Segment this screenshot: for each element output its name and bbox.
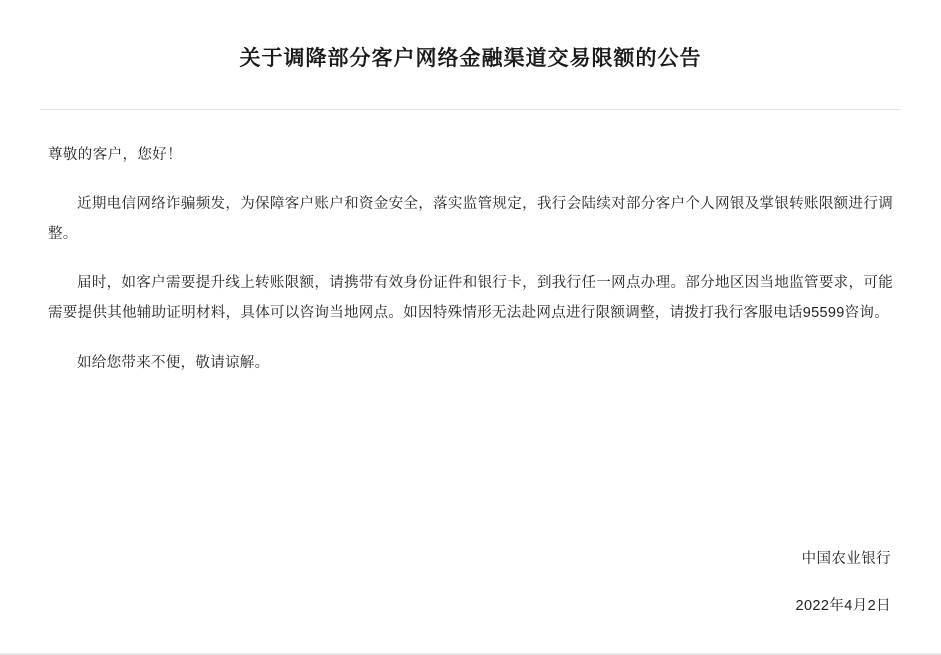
title-divider (40, 109, 901, 110)
body-paragraph-3: 如给您带来不便，敬请谅解。 (77, 354, 270, 371)
signature-block (796, 546, 892, 621)
signature-date: 2022年4月2日 (795, 598, 891, 615)
signature-organization: 中国农业银行 (801, 550, 891, 567)
body-paragraph-2: 届时，如客户需要提升线上转账限额，请携带有效身份证件和银行卡，到我行任一网点办理。部分地区因当地监管要求，可能需要提供其他辅助证明材料，具体可以咨询当地网点。如因特殊情形无法赴网点进行限额调整，请拨打我行客服电话95599咨询。 (48, 275, 893, 322)
salutation-text: 尊敬的客户，您好！ (48, 147, 183, 164)
page-title: 关于调降部分客户网络金融渠道交易限额的公告 (239, 47, 702, 70)
body-paragraph-1: 近期电信网络诈骗频发，为保障客户账户和资金安全，落实监管规定，我行会陆续对部分客户个人网银及掌银转账限额进行调整。 (48, 195, 893, 242)
notice-body (0, 142, 941, 378)
